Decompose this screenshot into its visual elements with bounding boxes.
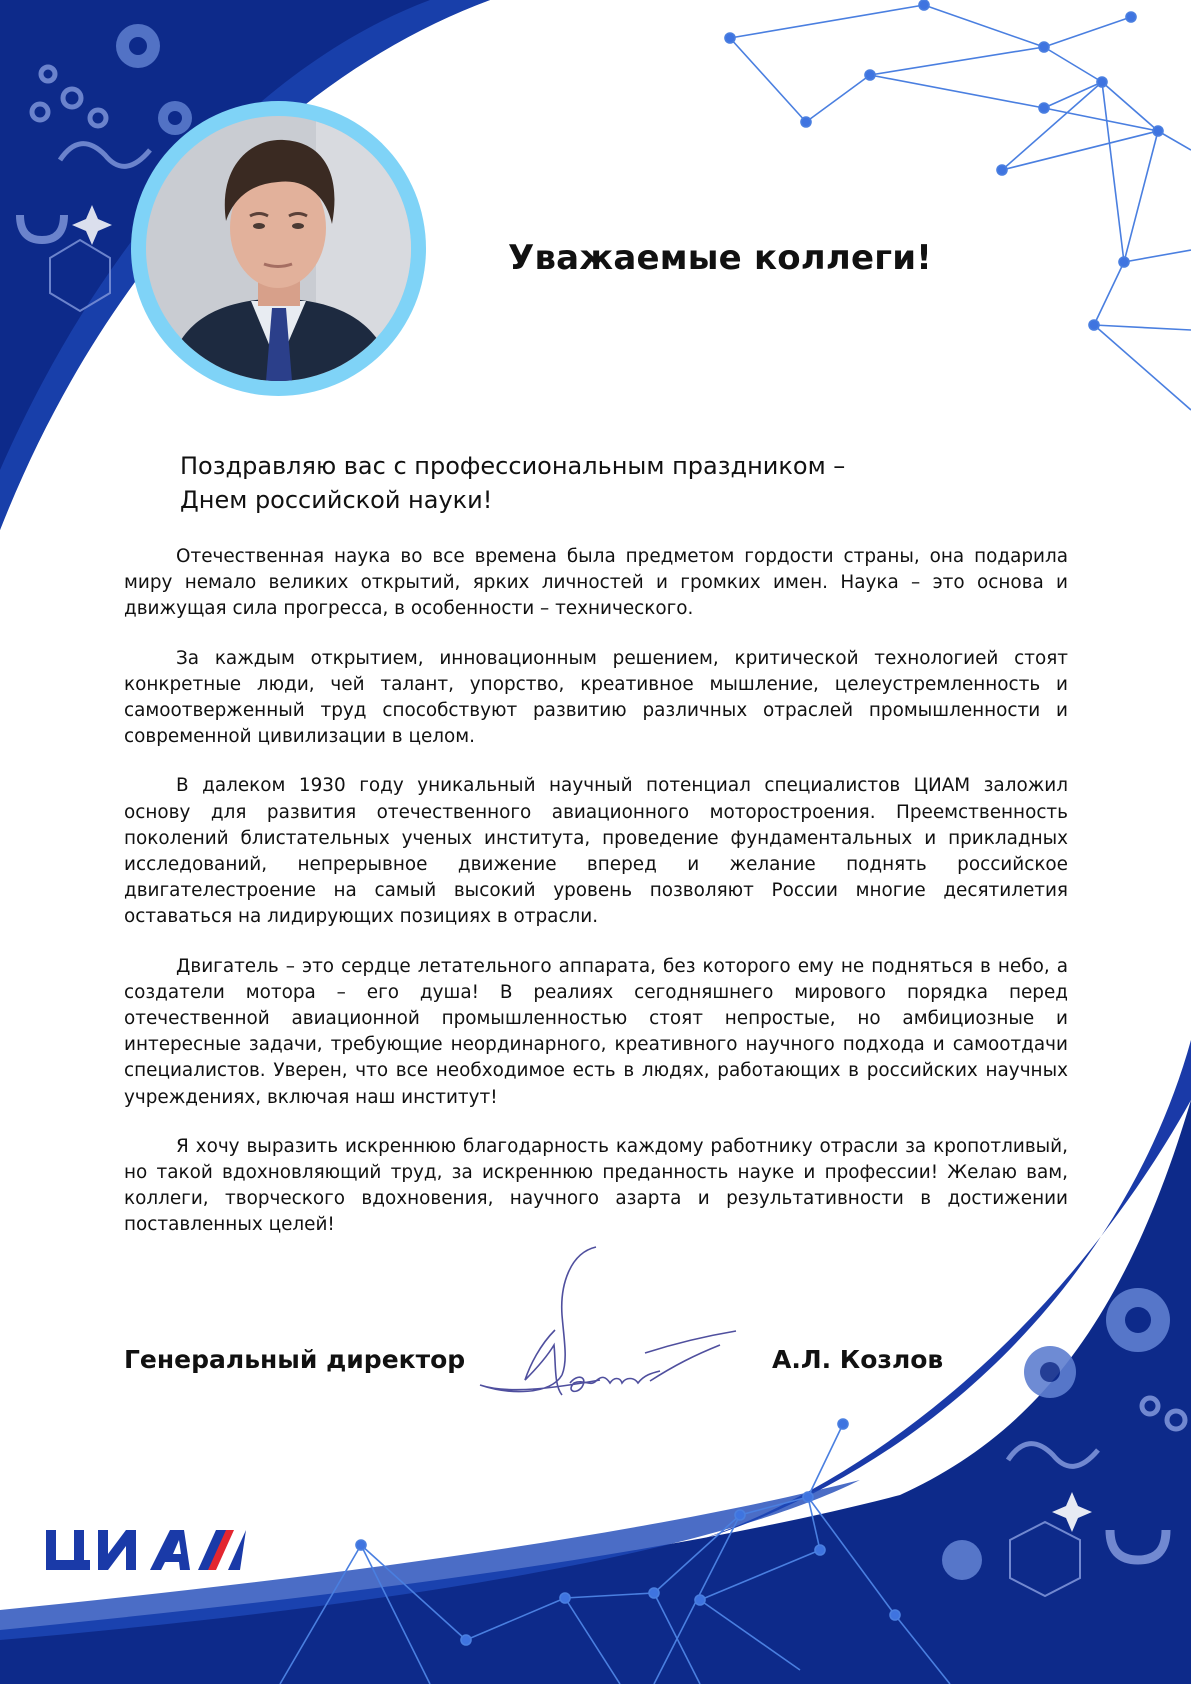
intro-congratulation	[180, 449, 940, 517]
handwritten-signature	[470, 1245, 750, 1420]
paragraph: Отечественная наука во все времена была предметом гордости страны, она подарила миру немало великих открытий, ярких личностей и громких имен. Наука – это основа и движущая сила прогресса, в особенности – технического.	[124, 546, 1068, 620]
intro-line-1: Поздравляю вас с профессиональным праздником –	[180, 452, 846, 480]
paragraph: В далеком 1930 году уникальный научный потенциал специалистов ЦИАМ заложил основу для развития отечественного авиационного моторостроения. Преемственность поколений блистательных ученых института, проведение фундаментальных и прикладных исследований, непрерывное движение вперед и желание поднять российское двигателестроение на самый высокий уровень позволяют России многие десятилетия оставаться на лидирующих позициях в отрасли.	[124, 775, 1068, 928]
paragraph: Я хочу выразить искреннюю благодарность каждому работнику отрасли за кропотливый, но такой вдохновляющий труд, за искреннюю преданность науке и профессии! Желаю вам, коллеги, творческого вдохновения, научного азарта и результативности в достижении поставленных целей!	[124, 1135, 1068, 1236]
paragraph: Двигатель – это сердце летательного аппарата, без которого ему не подняться в небо, а создатели мотора – его душа! В реалиях сегодняшнего мирового порядка перед отечественной авиационной промышленностью стоят непростые, но амбициозные и интересные задачи, требующие неординарного, креативного научного подхода и самоотдачи специалистов. Уверен, что все необходимое есть в людях, работающих в российских научных учреждениях, включая наш институт!	[124, 955, 1068, 1108]
letter-body	[124, 544, 1068, 1262]
signer-title: Генеральный директор	[124, 1345, 466, 1374]
network-top-right	[725, 0, 1191, 410]
signer-name: А.Л. Козлов	[772, 1345, 944, 1374]
portrait-frame	[131, 101, 426, 396]
greeting-heading: Уважаемые коллеги!	[508, 238, 932, 278]
director-portrait	[146, 116, 411, 381]
ciam-logo	[46, 1528, 246, 1572]
paragraph: За каждым открытием, инновационным решением, критической технологией стоят конкретные люди, чей талант, упорство, креативное мышление, целеустремленность и самоотверженный труд способствуют развитию различных отраслей промышленности и современной цивилизации в целом.	[124, 647, 1068, 748]
intro-line-2: Днем российской науки!	[180, 486, 493, 514]
